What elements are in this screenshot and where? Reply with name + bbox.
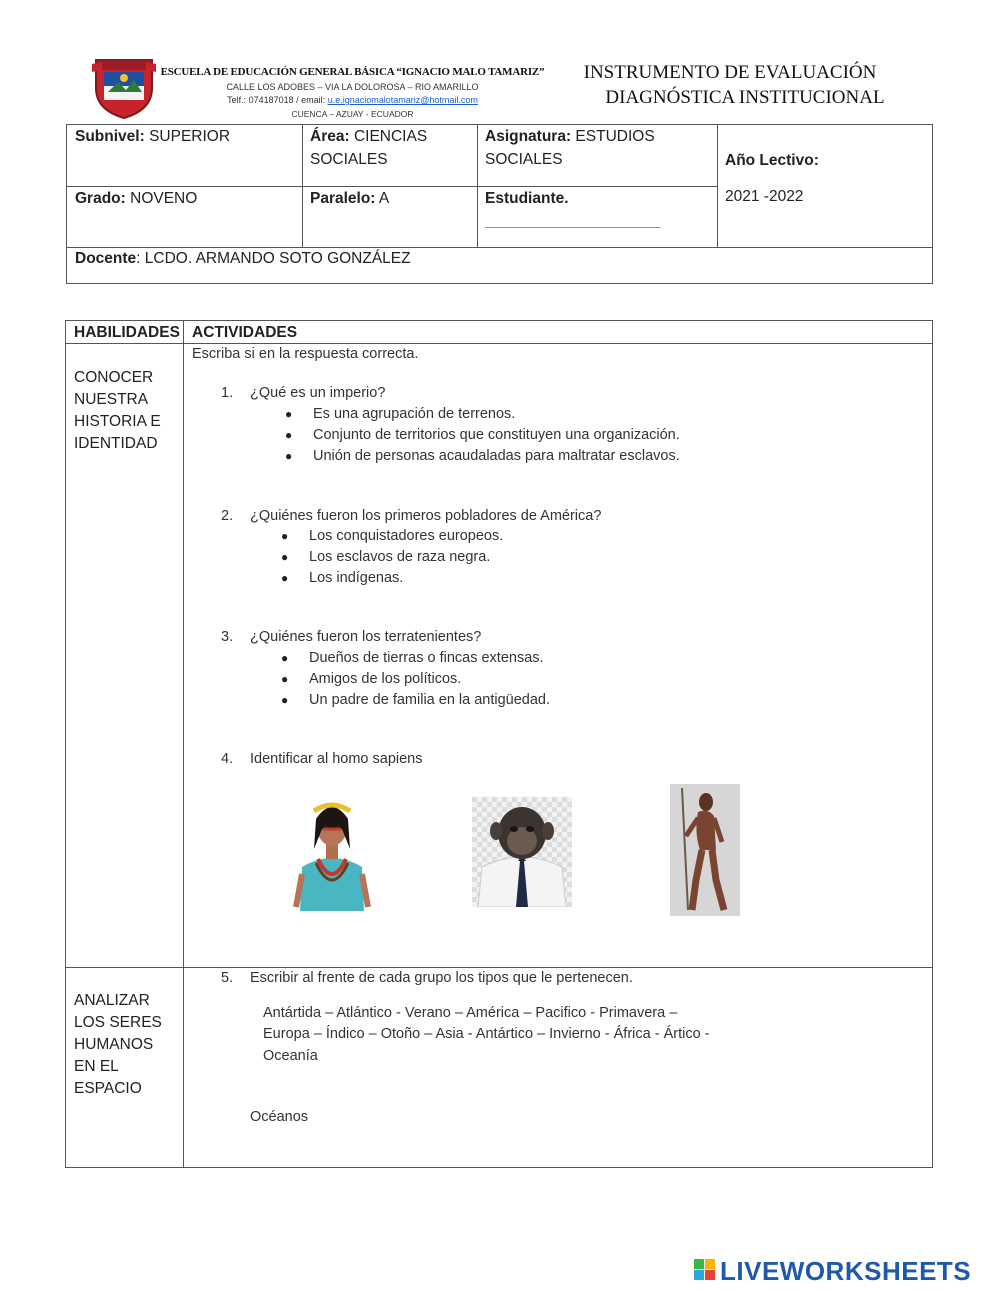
school-city: CUENCA – AZUAY - ECUADOR (291, 109, 414, 119)
early-hominid-with-spear-photo[interactable] (670, 784, 740, 916)
area-value: CIENCIAS (349, 128, 428, 145)
question-2-number: 2. (221, 508, 234, 524)
asignatura-value-2: SOCIALES (485, 151, 563, 168)
school-address: CALLE LOS ADOBES – VIA LA DOLOROSA – RIO AMARILLO (226, 82, 479, 92)
habilidades-header: HABILIDADES (74, 324, 180, 341)
bullet-icon: ● (285, 407, 293, 421)
question-3-option-1[interactable]: Dueños de tierras o fincas extensas. (309, 650, 544, 666)
question-3-option-2[interactable]: Amigos de los políticos. (309, 671, 462, 687)
grado-label: Grado: (75, 190, 126, 207)
question-1-text: ¿Qué es un imperio? (250, 385, 386, 401)
skill-analizar-espacio: ANALIZAR LOS SERES HUMANOS EN EL ESPACIO (74, 992, 162, 1097)
paralelo-field (302, 187, 397, 210)
instruction-text: Escriba si en la respuesta correcta. (192, 346, 419, 362)
docente-label: Docente (75, 250, 137, 267)
question-4-text: Identificar al homo sapiens (250, 751, 423, 767)
grado-field (67, 187, 205, 210)
subnivel-value: SUPERIOR (144, 128, 231, 145)
bullet-icon: ● (281, 571, 289, 585)
question-3-text: ¿Quiénes fueron los terratenientes? (250, 629, 482, 645)
question-2-option-3[interactable]: Los indígenas. (309, 570, 404, 586)
question-2-option-2[interactable]: Los esclavos de raza negra. (309, 549, 491, 565)
word-bank-line-3: Oceanía (263, 1048, 318, 1064)
word-bank-line-2: Europa – Índico – Otoño – Asia - Antártico – Invierno - África - Ártico - (263, 1026, 710, 1042)
area-field (302, 125, 435, 171)
document-title (560, 60, 900, 110)
question-1-option-3[interactable]: Unión de personas acaudaladas para maltratar esclavos. (313, 448, 680, 464)
school-telephone: Telf.: 074187018 / email: (227, 95, 328, 105)
bullet-icon: ● (285, 428, 293, 442)
question-4-number: 4. (221, 751, 234, 767)
asignatura-value: ESTUDIOS (571, 128, 655, 145)
document-title-line1: INSTRUMENTO DE EVALUACIÓN (583, 62, 877, 83)
school-name: ESCUELA DE EDUCACIÓN GENERAL BÁSICA “IGNACIO MALO TAMARIZ” (160, 66, 545, 78)
grado-value: NOVENO (125, 190, 198, 207)
skill-conocer-historia: CONOCER NUESTRA HISTORIA E IDENTIDAD (74, 369, 161, 452)
subnivel-field (67, 125, 238, 148)
indigenous-woman-photo[interactable] (292, 789, 372, 911)
liveworksheets-logo-icon (694, 1259, 715, 1280)
asignatura-field (477, 125, 663, 171)
group-oceanos-label: Océanos (250, 1109, 309, 1125)
liveworksheets-watermark (692, 1256, 992, 1286)
estudiante-field (477, 187, 668, 233)
estudiante-input-line[interactable]: __________________________ (485, 214, 660, 229)
subnivel-label: Subnivel: (75, 128, 145, 145)
asignatura-label: Asignatura: (485, 128, 572, 145)
question-2-option-1[interactable]: Los conquistadores europeos. (309, 528, 504, 544)
question-3-number: 3. (221, 629, 234, 645)
school-contact (160, 95, 545, 105)
anio-lectivo-value: 2021 -2022 (725, 188, 804, 205)
bullet-icon: ● (281, 529, 289, 543)
bullet-icon: ● (285, 449, 293, 463)
anio-lectivo-label: Año Lectivo: (725, 152, 819, 169)
area-label: Área: (310, 128, 350, 145)
question-1-option-2[interactable]: Conjunto de territorios que constituyen una organización. (313, 427, 680, 443)
bullet-icon: ● (281, 651, 289, 665)
paralelo-label: Paralelo: (310, 190, 376, 207)
actividades-header: ACTIVIDADES (192, 324, 298, 341)
question-3-option-3[interactable]: Un padre de familia en la antigüedad. (309, 692, 551, 708)
area-value-2: SOCIALES (310, 151, 388, 168)
question-1-option-1[interactable]: Es una agrupación de terrenos. (313, 406, 516, 422)
docente-value: : LCDO. ARMANDO SOTO GONZÁLEZ (136, 250, 411, 267)
question-1-number: 1. (221, 385, 234, 401)
question-5-number: 5. (221, 970, 234, 986)
paralelo-value: A (375, 190, 390, 207)
school-email-link[interactable]: u.e.ignaciomalotamariz@hotmail.com (327, 95, 478, 105)
bullet-icon: ● (281, 550, 289, 564)
school-crest-icon (92, 52, 156, 120)
word-bank-line-1: Antártida – Atlántico - Verano – América – Pacifico - Primavera – (263, 1005, 678, 1021)
chimpanzee-in-shirt-photo[interactable] (472, 797, 572, 907)
activities-table (65, 320, 933, 1168)
docente-field (67, 247, 419, 270)
bullet-icon: ● (281, 693, 289, 707)
question-2-text: ¿Quiénes fueron los primeros pobladores de América? (250, 508, 602, 524)
question-5-text: Escribir al frente de cada grupo los tipos que le pertenecen. (250, 970, 633, 986)
watermark-text: LIVEWORKSHEETS (720, 1256, 972, 1286)
document-title-line2: DIAGNÓSTICA INSTITUCIONAL (605, 87, 885, 108)
student-info-table (66, 124, 933, 284)
bullet-icon: ● (281, 672, 289, 686)
estudiante-label: Estudiante. (485, 190, 569, 207)
